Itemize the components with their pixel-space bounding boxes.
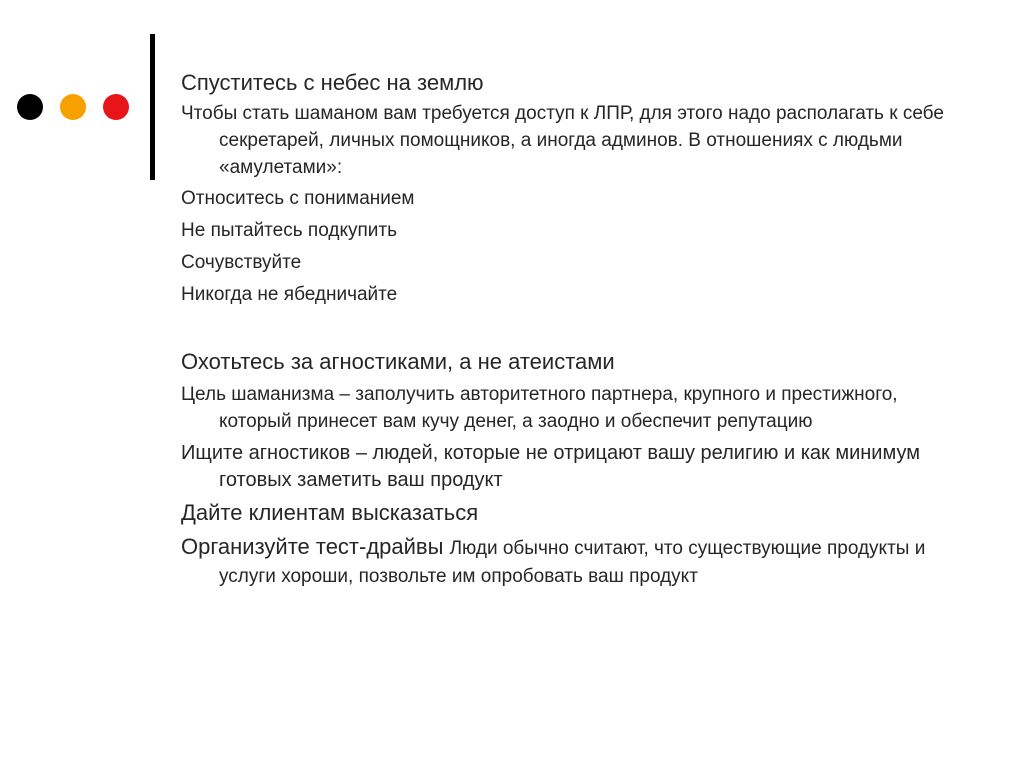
paragraph-find-agnostics: Ищите агностиков – людей, которые не отрицают вашу религию и как минимум готовых заметить ваш продукт [181, 442, 920, 491]
heading-test-drives [181, 534, 971, 590]
paragraph-access: Чтобы стать шаманом вам требуется доступ к ЛПР, для этого надо располагать к себе секретарей, личных помощников, а иногда админов. В отношениях с людьми «амулетами»: [181, 103, 944, 178]
black-dot-icon [17, 94, 43, 120]
red-dot-icon [103, 94, 129, 120]
amulet-tip-no-bribe: Не пытайтесь подкупить [181, 220, 397, 241]
test-drives-body: Люди обычно считают, что существующие продукты и услуги хороши, позвольте им опробовать ваш продукт [219, 538, 926, 587]
amulet-tip-no-snitch: Никогда не ябедничайте [181, 284, 398, 305]
vertical-divider [150, 34, 155, 180]
test-drives-title: Организуйте тест-драйвы [181, 534, 444, 559]
heading-let-speak: Дайте клиентам высказаться [181, 500, 479, 525]
orange-dot-icon [60, 94, 86, 120]
heading-agnostics: Охотьтесь за агностиками, а не атеистами [181, 349, 615, 374]
paragraph-goal: Цель шаманизма – заполучить авторитетного партнера, крупного и престижного, который принесет вам кучу денег, а заодно и обеспечит репутацию [181, 384, 898, 432]
heading-land: Спуститесь с небес на землю [181, 70, 484, 95]
slide-content [181, 70, 971, 590]
amulet-tip-sympathize: Сочувствуйте [181, 252, 302, 273]
amulet-tip-understanding: Относитесь с пониманием [181, 188, 415, 209]
